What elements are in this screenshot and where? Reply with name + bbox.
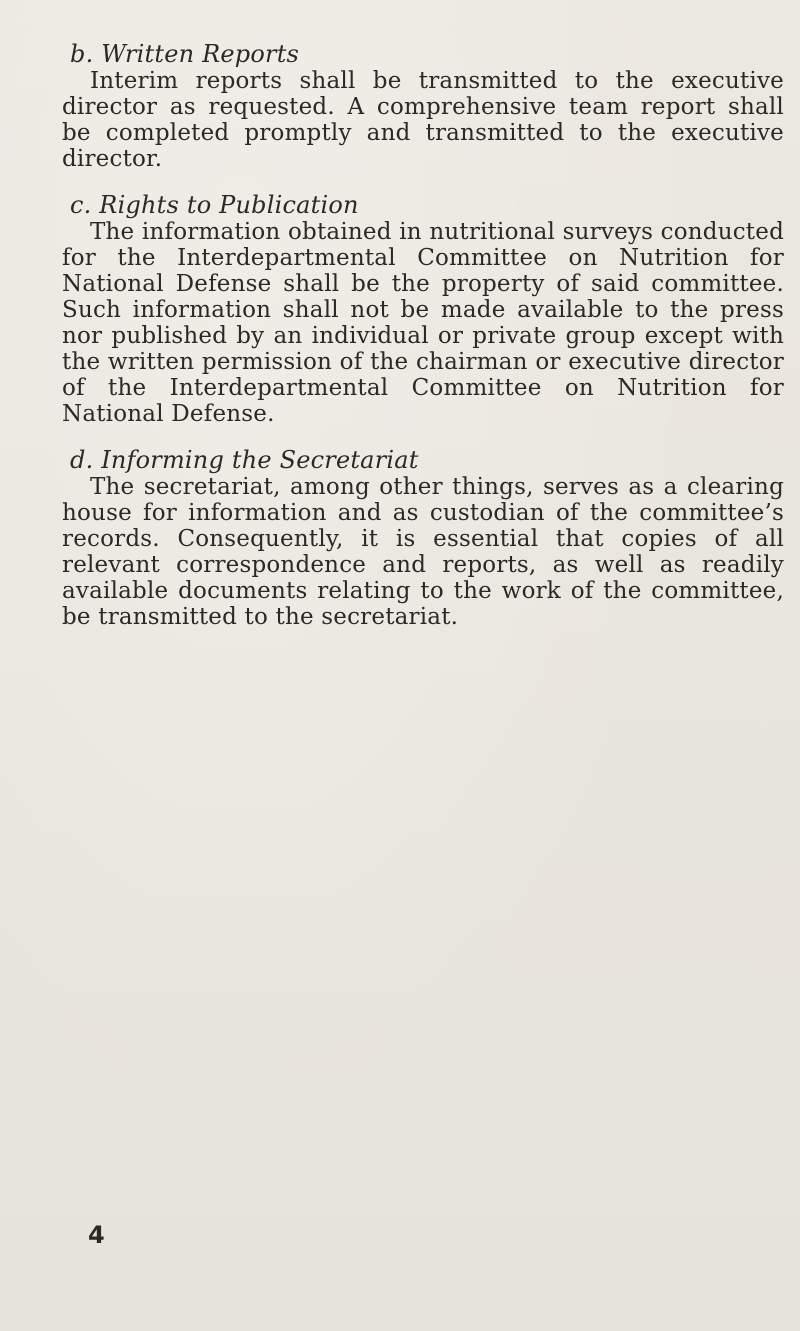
section-written-reports [62,40,784,172]
section-rights-to-publication [62,191,784,427]
section-body-text: The information obtained in nutritional surveys conducted for the Interdepartmental Committee on Nutrition for National Defense shall be the property of said committee. Such information shall not be made available to the press nor published by an individual or private group except with the written permission of the chairman or executive director of the Interdepartmental Committee on Nutrition for National Defense. [62,219,784,427]
section-body-text: Interim reports shall be transmitted to the executive director as requested. A comprehensive team report shall be completed promptly and transmitted to the executive director. [62,68,784,172]
section-heading: b. Written Reports [70,40,300,68]
section-body [62,219,784,427]
document-content [62,40,784,649]
section-body [62,68,784,172]
section-body [62,474,784,630]
section-heading: c. Rights to Publication [70,191,359,219]
section-body-text: The secretariat, among other things, serves as a clearing house for information and as custodian of the committee’s records. Consequently, it is essential that copies of all relevant correspondence and reports, as well as readily available documents relating to the work of the committee, be transmitted to the secretariat. [62,474,784,630]
section-heading: d. Informing the Secretariat [70,446,419,474]
page-number: 4 [88,1221,105,1249]
section-informing-secretariat [62,446,784,630]
